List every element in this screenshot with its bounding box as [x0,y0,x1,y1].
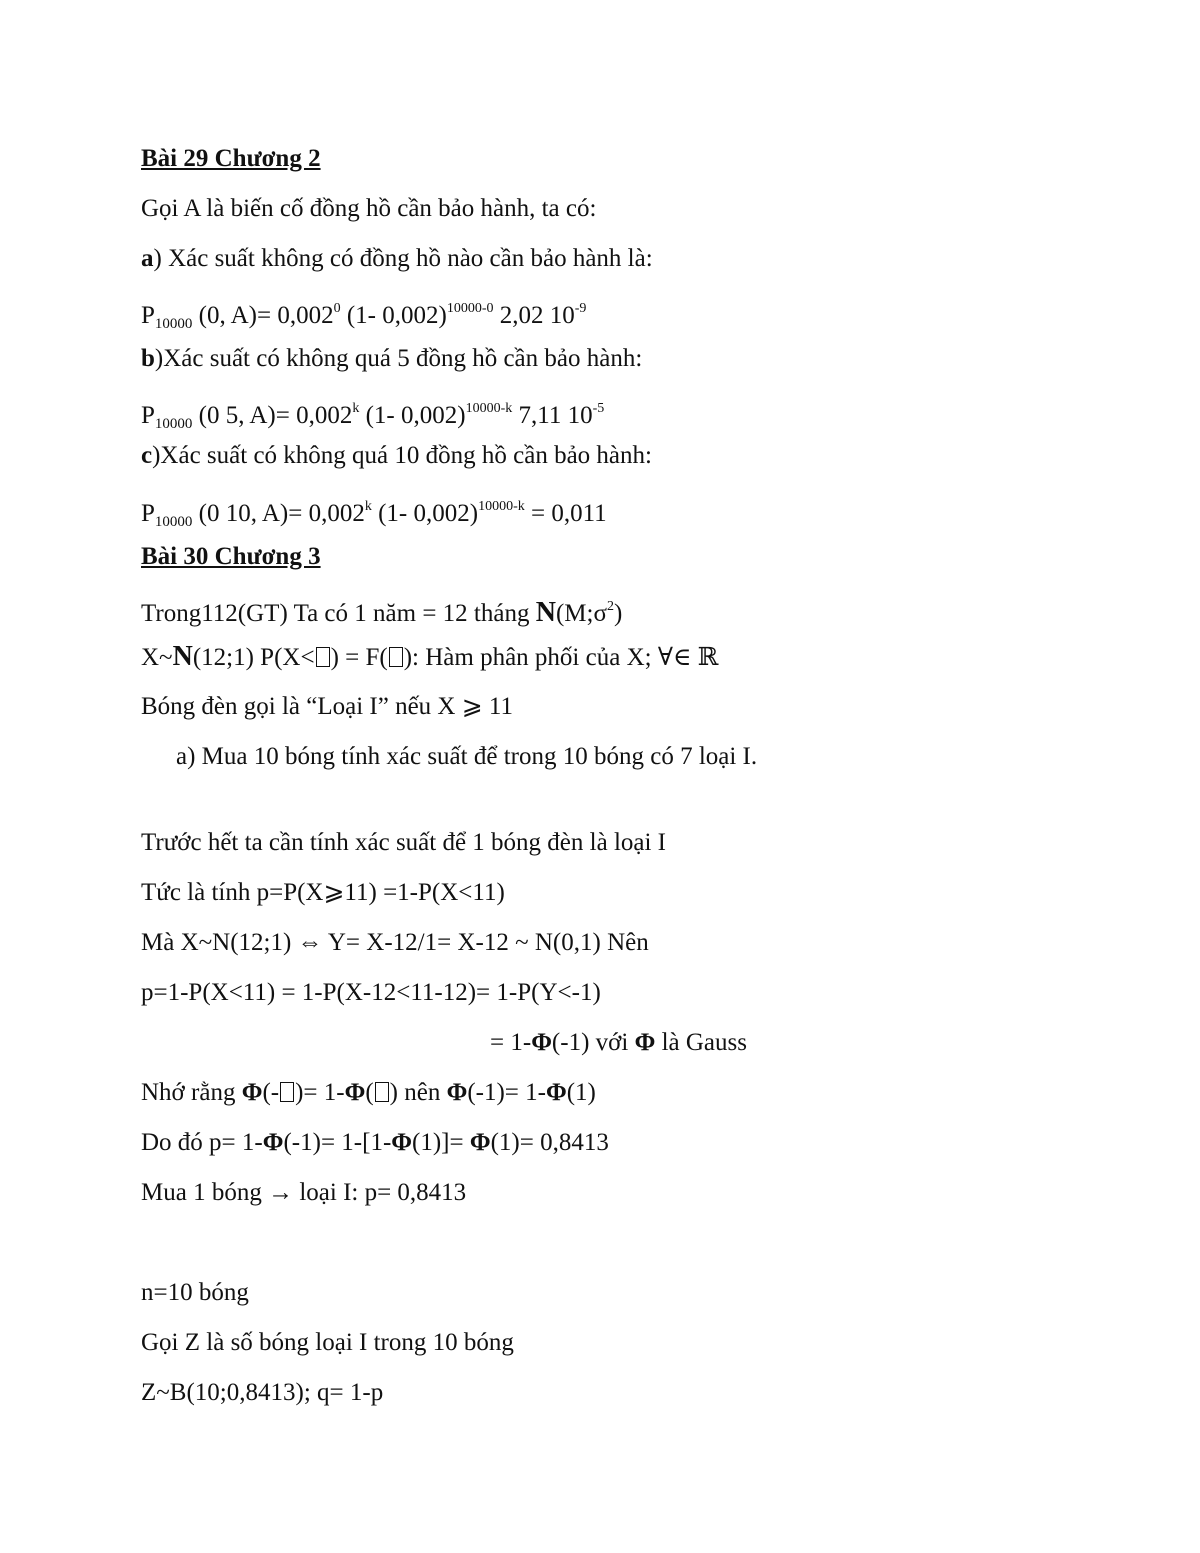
text-segment: ) [613,600,623,627]
text-segment: (1)]= [412,1129,470,1156]
text-segment: X~ [141,644,173,671]
list-item-a: a) Mua 10 bóng tính xác suất để trong 10 bóng có 7 loại I. [176,743,758,770]
phi-symbol: Φ [531,1029,552,1056]
formula-tail: = 0,011 [524,500,607,527]
formula-exponent: 2 [606,599,614,614]
text-segment: Trong112(GT) Ta có 1 năm = 12 tháng [141,600,536,627]
text-line: Trước hết ta cần tính xác suất để 1 bóng đèn là loại I [141,829,667,856]
text-segment: ) = F( [330,644,388,671]
text-segment: (1) [566,1079,596,1106]
text-segment: (-1)= 1- [467,1079,546,1106]
text-line [141,244,653,274]
part-label: b [141,345,155,372]
text-segment: Nhớ rằng [141,1079,242,1106]
formula-subscript: 10000 [154,514,193,530]
formula-args: (0, A)= 0,002 [192,302,334,329]
phi-symbol: Φ [262,1129,284,1156]
text-line: Mua 1 bóng → loại I: p= 0,8413 [141,1179,467,1206]
text-line: Mà X~N(12;1) ⇔ Y= X-12/1= X-12 ~ N(0,1) Nên [141,929,649,956]
part-label: a [141,245,154,272]
text-line: Z~B(10;0,8413); q= 1-p [141,1379,384,1406]
text-line [141,592,622,629]
formula-exponent: 10000-k [465,401,513,416]
text-segment: là Gauss [655,1029,747,1056]
formula-exponent: -9 [574,301,587,316]
text-line [141,441,652,471]
formula-exponent: 0 [333,301,341,316]
formula-args: (0 5, A)= 0,002 [192,402,353,429]
formula-p: P [141,302,155,329]
formula-mid: (1- 0,002) [371,500,479,527]
text-segment: (12;1) P(X< [192,644,315,671]
heading-bai-30: Bài 30 Chương 3 [141,543,321,570]
formula-exponent: 10000-0 [446,301,494,316]
text-line [141,642,718,673]
formula-line [141,492,607,537]
heading-bai-29: Bài 29 Chương 2 [141,145,321,172]
normal-distribution-symbol: N [172,641,193,672]
missing-glyph-box [316,647,330,667]
text-line: Gọi A là biến cố đồng hồ cần bảo hành, ta có: [141,195,597,222]
text-segment: (M;σ [555,600,607,627]
phi-symbol: Φ [545,1079,567,1106]
phi-symbol: Φ [469,1129,491,1156]
formula-exponent: k [352,401,360,416]
missing-glyph-box [389,647,403,667]
text-segment: ( [365,1079,374,1106]
formula-tail: 2,02 10 [493,302,575,329]
text-line [490,1028,747,1058]
formula-args: (0 10, A)= 0,002 [192,500,365,527]
formula-exponent: -5 [592,401,605,416]
formula-p: P [141,500,155,527]
text-line: Bóng đèn gọi là “Loại I” nếu X ⩾ 11 [141,693,514,720]
text-line: n=10 bóng [141,1279,249,1306]
part-text: )Xác suất có không quá 10 đồng hồ cần bảo hành: [152,442,652,469]
text-segment: )= 1- [295,1079,345,1106]
formula-line [141,394,604,439]
text-line [141,344,642,374]
part-text: )Xác suất có không quá 5 đồng hồ cần bảo hành: [154,345,643,372]
formula-mid: (1- 0,002) [359,402,466,429]
formula-mid: (1- 0,002) [340,302,447,329]
formula-p: P [141,402,155,429]
formula-subscript: 10000 [154,316,193,332]
phi-symbol: Φ [241,1079,263,1106]
formula-tail: 7,11 10 [512,402,593,429]
text-line: p=1-P(X<11) = 1-P(X-12<11-12)= 1-P(Y<-1) [141,979,601,1006]
formula-exponent: 10000-k [478,499,525,514]
part-label: c [141,442,153,469]
text-line [141,1128,609,1158]
phi-symbol: Φ [446,1079,468,1106]
text-segment: (- [262,1079,280,1106]
missing-glyph-box [280,1082,294,1102]
missing-glyph-box [375,1082,389,1102]
phi-symbol: Φ [344,1079,366,1106]
text-line: Tức là tính p=P(X⩾11) =1-P(X<11) [141,879,505,906]
part-text: ) Xác suất không có đồng hồ nào cần bảo hành là: [153,245,653,272]
text-segment: (1)= 0,8413 [490,1129,609,1156]
text-segment: = 1- [490,1029,532,1056]
text-line: Gọi Z là số bóng loại I trong 10 bóng [141,1329,514,1356]
normal-distribution-symbol: N [535,597,556,628]
text-segment: ): Hàm phân phối của X; ∀∈ ℝ [403,644,719,671]
formula-line [141,294,586,339]
phi-symbol: Φ [391,1129,413,1156]
formula-exponent: k [364,499,372,514]
formula-subscript: 10000 [154,416,193,432]
text-line [141,1078,596,1108]
text-segment: ) nên [389,1079,447,1106]
text-segment: Do đó p= 1- [141,1129,263,1156]
phi-symbol: Φ [634,1029,656,1056]
text-segment: (-1) với [551,1029,635,1056]
text-segment: (-1)= 1-[1- [283,1129,392,1156]
